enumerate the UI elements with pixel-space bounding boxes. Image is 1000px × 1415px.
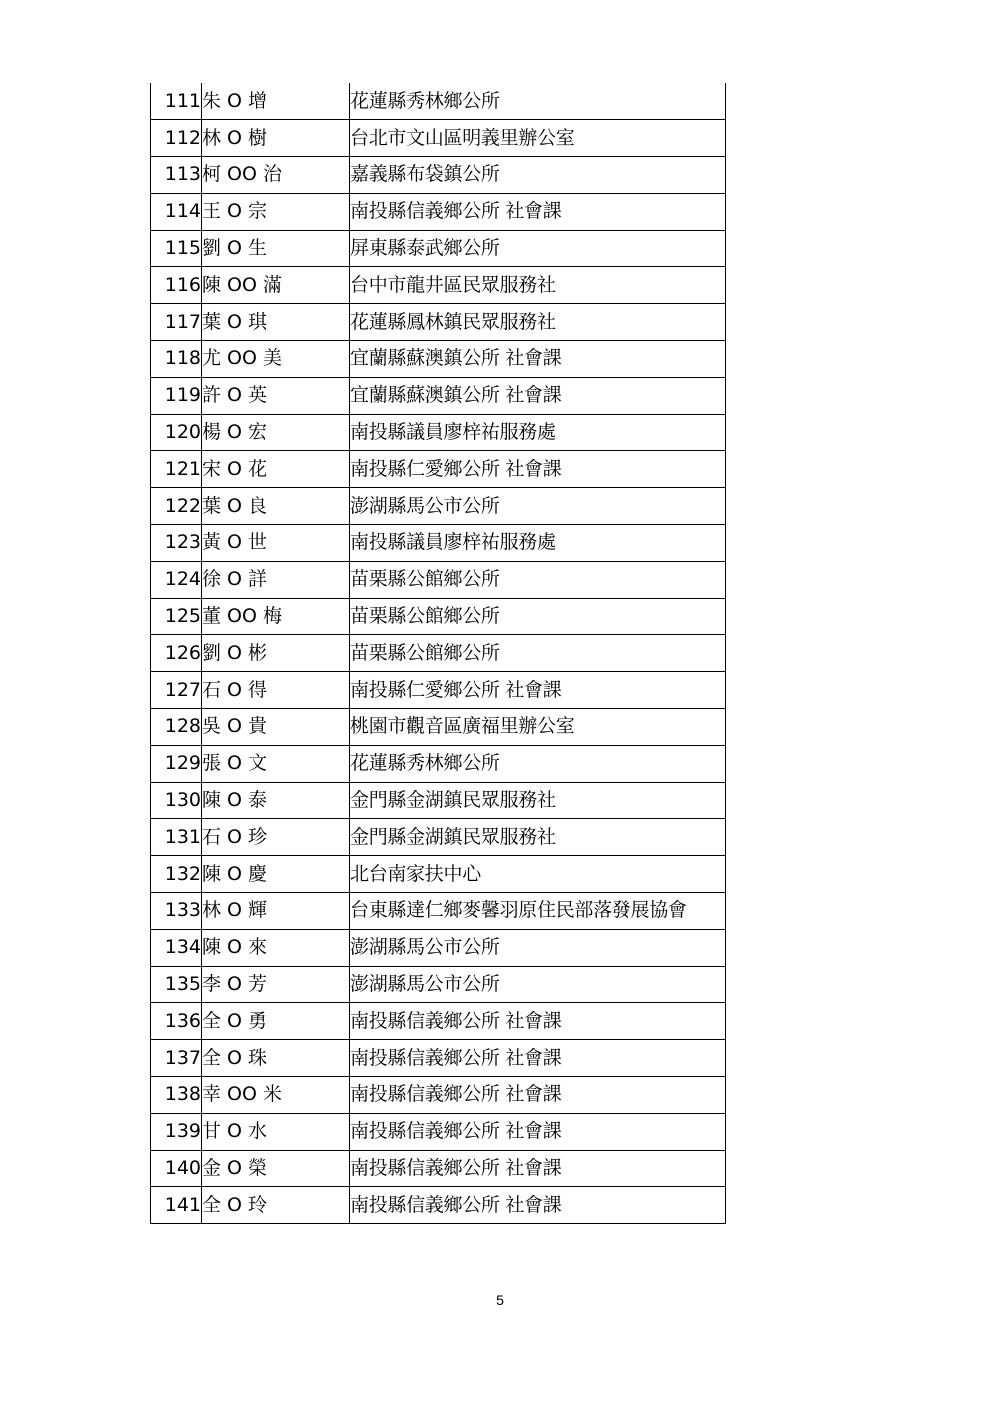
table-row: [151, 635, 726, 672]
row-number: 116: [151, 267, 202, 304]
recipient-organization: 金門縣金湖鎮民眾服務社: [350, 782, 726, 819]
recipient-name: 柯 OO 治: [202, 157, 350, 194]
row-number: 124: [151, 561, 202, 598]
recipient-organization: 嘉義縣布袋鎮公所: [350, 157, 726, 194]
recipient-name: 石 O 珍: [202, 819, 350, 856]
table-row: [151, 598, 726, 635]
table-row: [151, 1077, 726, 1114]
row-number: 111: [151, 83, 202, 120]
recipient-name: 朱 O 增: [202, 83, 350, 120]
recipient-name: 全 O 玲: [202, 1187, 350, 1224]
recipient-organization: 南投縣信義鄉公所 社會課: [350, 1040, 726, 1077]
table-row: [151, 451, 726, 488]
row-number: 139: [151, 1113, 202, 1150]
recipient-name: 張 O 文: [202, 745, 350, 782]
recipient-organization: 南投縣信義鄉公所 社會課: [350, 1150, 726, 1187]
recipient-organization: 南投縣信義鄉公所 社會課: [350, 1003, 726, 1040]
table-row: [151, 525, 726, 562]
recipient-organization: 南投縣信義鄉公所 社會課: [350, 1077, 726, 1114]
recipient-name: 全 O 珠: [202, 1040, 350, 1077]
row-number: 138: [151, 1077, 202, 1114]
recipient-organization: 澎湖縣馬公市公所: [350, 929, 726, 966]
row-number: 112: [151, 120, 202, 157]
recipient-name: 葉 O 良: [202, 488, 350, 525]
recipient-name: 王 O 宗: [202, 193, 350, 230]
recipient-name: 葉 O 琪: [202, 304, 350, 341]
table-row: [151, 745, 726, 782]
recipient-table: [150, 83, 726, 1224]
table-row: [151, 1003, 726, 1040]
table-row: [151, 966, 726, 1003]
row-number: 117: [151, 304, 202, 341]
row-number: 140: [151, 1150, 202, 1187]
recipient-name: 宋 O 花: [202, 451, 350, 488]
recipient-organization: 南投縣信義鄉公所 社會課: [350, 1187, 726, 1224]
recipient-organization: 宜蘭縣蘇澳鎮公所 社會課: [350, 341, 726, 378]
recipient-name: 李 O 芳: [202, 966, 350, 1003]
recipient-organization: 澎湖縣馬公市公所: [350, 488, 726, 525]
row-number: 125: [151, 598, 202, 635]
row-number: 122: [151, 488, 202, 525]
table-row: [151, 1187, 726, 1224]
recipient-organization: 南投縣議員廖梓祐服務處: [350, 414, 726, 451]
row-number: 135: [151, 966, 202, 1003]
table-row: [151, 414, 726, 451]
row-number: 113: [151, 157, 202, 194]
recipient-organization: 花蓮縣秀林鄉公所: [350, 745, 726, 782]
recipient-name: 幸 OO 米: [202, 1077, 350, 1114]
recipient-organization: 花蓮縣鳳林鎮民眾服務社: [350, 304, 726, 341]
recipient-name: 全 O 勇: [202, 1003, 350, 1040]
recipient-name: 陳 OO 滿: [202, 267, 350, 304]
recipient-name: 黃 O 世: [202, 525, 350, 562]
recipient-organization: 屏東縣泰武鄉公所: [350, 230, 726, 267]
recipient-organization: 苗栗縣公館鄉公所: [350, 598, 726, 635]
table-row: [151, 782, 726, 819]
row-number: 136: [151, 1003, 202, 1040]
table-row: [151, 193, 726, 230]
recipient-name: 林 O 輝: [202, 893, 350, 930]
recipient-organization: 宜蘭縣蘇澳鎮公所 社會課: [350, 377, 726, 414]
table-row: [151, 157, 726, 194]
recipient-name: 徐 O 詳: [202, 561, 350, 598]
row-number: 114: [151, 193, 202, 230]
row-number: 134: [151, 929, 202, 966]
row-number: 132: [151, 856, 202, 893]
row-number: 133: [151, 893, 202, 930]
table-row: [151, 856, 726, 893]
row-number: 121: [151, 451, 202, 488]
recipient-organization: 南投縣仁愛鄉公所 社會課: [350, 451, 726, 488]
row-number: 128: [151, 709, 202, 746]
table-row: [151, 230, 726, 267]
table-row: [151, 709, 726, 746]
recipient-name: 甘 O 水: [202, 1113, 350, 1150]
recipient-name: 陳 O 來: [202, 929, 350, 966]
table-row: [151, 83, 726, 120]
table-row: [151, 672, 726, 709]
row-number: 119: [151, 377, 202, 414]
recipient-organization: 南投縣議員廖梓祐服務處: [350, 525, 726, 562]
recipient-organization: 苗栗縣公館鄉公所: [350, 561, 726, 598]
recipient-organization: 桃園市觀音區廣福里辦公室: [350, 709, 726, 746]
row-number: 118: [151, 341, 202, 378]
table-row: [151, 341, 726, 378]
recipient-organization: 南投縣信義鄉公所 社會課: [350, 193, 726, 230]
recipient-organization: 台東縣達仁鄉麥馨羽原住民部落發展協會: [350, 893, 726, 930]
recipient-name: 許 O 英: [202, 377, 350, 414]
table-row: [151, 1150, 726, 1187]
recipient-name: 劉 O 彬: [202, 635, 350, 672]
recipient-name: 陳 O 慶: [202, 856, 350, 893]
table-row: [151, 1113, 726, 1150]
recipient-name: 董 OO 梅: [202, 598, 350, 635]
recipient-name: 吳 O 貴: [202, 709, 350, 746]
table-row: [151, 304, 726, 341]
table-row: [151, 819, 726, 856]
table-row: [151, 1040, 726, 1077]
row-number: 130: [151, 782, 202, 819]
recipient-organization: 苗栗縣公館鄉公所: [350, 635, 726, 672]
table-row: [151, 488, 726, 525]
recipient-organization: 南投縣仁愛鄉公所 社會課: [350, 672, 726, 709]
row-number: 141: [151, 1187, 202, 1224]
table-row: [151, 120, 726, 157]
row-number: 115: [151, 230, 202, 267]
table-row: [151, 929, 726, 966]
recipient-name: 陳 O 泰: [202, 782, 350, 819]
recipient-organization: 澎湖縣馬公市公所: [350, 966, 726, 1003]
table-row: [151, 377, 726, 414]
recipient-name: 林 O 樹: [202, 120, 350, 157]
recipient-name: 金 O 榮: [202, 1150, 350, 1187]
recipient-organization: 台中市龍井區民眾服務社: [350, 267, 726, 304]
row-number: 127: [151, 672, 202, 709]
recipient-organization: 金門縣金湖鎮民眾服務社: [350, 819, 726, 856]
recipient-name: 尤 OO 美: [202, 341, 350, 378]
recipient-name: 楊 O 宏: [202, 414, 350, 451]
recipient-organization: 台北市文山區明義里辦公室: [350, 120, 726, 157]
row-number: 129: [151, 745, 202, 782]
recipient-organization: 南投縣信義鄉公所 社會課: [350, 1113, 726, 1150]
table-row: [151, 893, 726, 930]
page-number: 5: [496, 1292, 504, 1308]
recipient-name: 石 O 得: [202, 672, 350, 709]
table-row: [151, 561, 726, 598]
row-number: 123: [151, 525, 202, 562]
table-row: [151, 267, 726, 304]
recipient-organization: 花蓮縣秀林鄉公所: [350, 83, 726, 120]
recipient-organization: 北台南家扶中心: [350, 856, 726, 893]
row-number: 131: [151, 819, 202, 856]
row-number: 137: [151, 1040, 202, 1077]
recipient-table-body: [151, 83, 726, 1224]
row-number: 120: [151, 414, 202, 451]
recipient-name: 劉 O 生: [202, 230, 350, 267]
row-number: 126: [151, 635, 202, 672]
